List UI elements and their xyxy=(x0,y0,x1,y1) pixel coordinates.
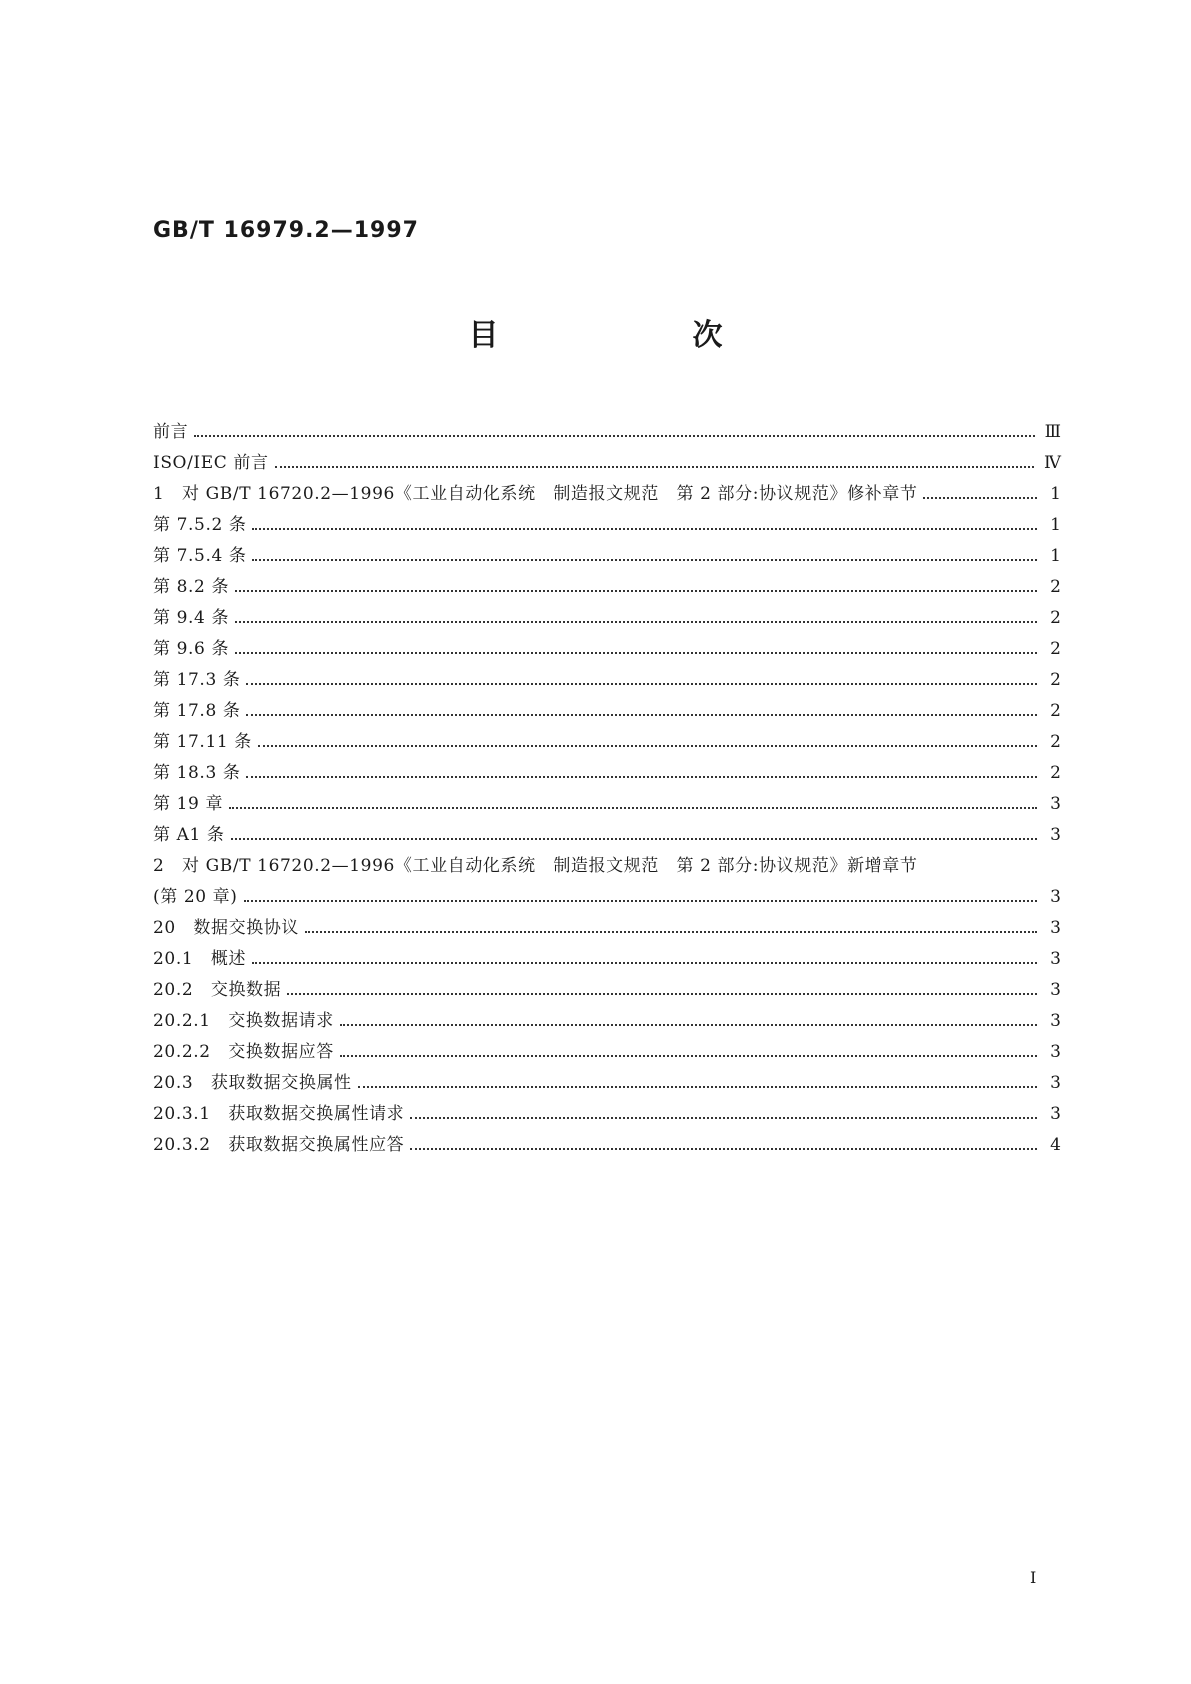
toc-entry-label: 第 18.3 条 xyxy=(153,763,241,783)
toc-entry-label: 前言 xyxy=(153,422,189,442)
toc-leader-dots xyxy=(194,420,1034,437)
toc-entry-page: 2 xyxy=(1050,608,1061,628)
toc-entry-label: 第 A1 条 xyxy=(153,825,225,845)
toc-leader-dots xyxy=(410,1133,1037,1150)
toc-leader-dots xyxy=(246,668,1037,685)
toc-entry-label: ISO/IEC 前言 xyxy=(153,453,269,473)
toc-leader-dots xyxy=(252,544,1037,561)
toc-entry[interactable] xyxy=(153,761,1061,792)
toc-entry-label: 20 数据交换协议 xyxy=(153,918,300,938)
toc-entry[interactable] xyxy=(153,606,1061,637)
toc-entry-label: 第 7.5.2 条 xyxy=(153,515,247,535)
toc-leader-dots xyxy=(340,1040,1037,1057)
toc-entry[interactable] xyxy=(153,978,1061,1009)
toc-title: 目 次 xyxy=(468,318,805,353)
toc-entry-page: 3 xyxy=(1050,918,1061,938)
toc-entry-page: 3 xyxy=(1050,887,1061,907)
toc-entry[interactable] xyxy=(153,513,1061,544)
toc-entry-page: 2 xyxy=(1050,763,1061,783)
toc-entry-label: 第 8.2 条 xyxy=(153,577,230,597)
toc-entry-label: 1 对 GB/T 16720.2—1996《工业自动化系统 制造报文规范 第 2 部分:协议规范》修补章节 xyxy=(153,484,918,504)
toc-leader-dots xyxy=(244,885,1037,902)
toc-entry[interactable] xyxy=(153,699,1061,730)
toc-entry-label: 第 9.4 条 xyxy=(153,608,230,628)
toc-entry[interactable] xyxy=(153,668,1061,699)
toc-entry-page: 3 xyxy=(1050,949,1061,969)
toc-leader-blank xyxy=(923,856,1037,871)
toc-entry-label: 第 19 章 xyxy=(153,794,224,814)
toc-entry[interactable] xyxy=(153,420,1061,451)
document-code: GB/T 16979.2—1997 xyxy=(153,218,419,243)
toc-list xyxy=(153,420,1061,1164)
toc-leader-dots xyxy=(287,978,1037,995)
toc-entry-page: 3 xyxy=(1050,825,1061,845)
toc-entry[interactable] xyxy=(153,730,1061,761)
toc-entry-page: 3 xyxy=(1050,1042,1061,1062)
toc-entry[interactable] xyxy=(153,947,1061,978)
toc-entry-page: 4 xyxy=(1050,1135,1061,1155)
toc-entry[interactable] xyxy=(153,1102,1061,1133)
page-number: I xyxy=(1030,1568,1037,1587)
toc-leader-dots xyxy=(252,513,1037,530)
toc-leader-dots xyxy=(258,730,1037,747)
toc-entry-page: 2 xyxy=(1050,670,1061,690)
toc-entry-page: 3 xyxy=(1050,1011,1061,1031)
toc-leader-dots xyxy=(229,792,1037,809)
toc-entry[interactable] xyxy=(153,575,1061,606)
toc-entry[interactable] xyxy=(153,482,1061,513)
toc-entry-page: Ⅳ xyxy=(1044,453,1061,473)
toc-entry[interactable] xyxy=(153,451,1061,482)
toc-leader-dots xyxy=(235,637,1037,654)
toc-entry[interactable] xyxy=(153,1040,1061,1071)
toc-entry-label: (第 20 章) xyxy=(153,887,238,907)
toc-entry-label: 第 17.3 条 xyxy=(153,670,241,690)
toc-entry-label: 20.3 获取数据交换属性 xyxy=(153,1073,352,1093)
toc-entry-page: 1 xyxy=(1050,515,1061,535)
toc-entry-page: 2 xyxy=(1050,577,1061,597)
toc-entry-page: 2 xyxy=(1050,701,1061,721)
toc-entry-page: 1 xyxy=(1050,484,1061,504)
toc-entry[interactable] xyxy=(153,854,1061,885)
toc-entry[interactable] xyxy=(153,1071,1061,1102)
toc-entry[interactable] xyxy=(153,1009,1061,1040)
toc-entry[interactable] xyxy=(153,1133,1061,1164)
toc-entry-label: 20.2.1 交换数据请求 xyxy=(153,1011,334,1031)
toc-leader-dots xyxy=(235,575,1037,592)
toc-entry-label: 20.3.2 获取数据交换属性应答 xyxy=(153,1135,405,1155)
toc-leader-dots xyxy=(231,823,1037,840)
toc-entry-page: 3 xyxy=(1050,980,1061,1000)
toc-leader-dots xyxy=(410,1102,1037,1119)
toc-entry[interactable] xyxy=(153,637,1061,668)
toc-leader-dots xyxy=(235,606,1037,623)
toc-entry-page: 3 xyxy=(1050,1104,1061,1124)
toc-entry-label: 第 17.11 条 xyxy=(153,732,252,752)
toc-entry-label: 第 9.6 条 xyxy=(153,639,230,659)
toc-entry-label: 第 17.8 条 xyxy=(153,701,241,721)
toc-leader-dots xyxy=(246,761,1037,778)
toc-leader-dots xyxy=(252,947,1037,964)
toc-entry-page: 2 xyxy=(1050,639,1061,659)
toc-entry-page: 3 xyxy=(1050,1073,1061,1093)
toc-leader-dots xyxy=(305,916,1037,933)
toc-leader-dots xyxy=(358,1071,1037,1088)
toc-entry[interactable] xyxy=(153,916,1061,947)
toc-leader-dots xyxy=(340,1009,1037,1026)
toc-entry[interactable] xyxy=(153,885,1061,916)
toc-leader-dots xyxy=(923,482,1037,499)
toc-entry-label: 20.3.1 获取数据交换属性请求 xyxy=(153,1104,405,1124)
toc-entry-label: 20.1 概述 xyxy=(153,949,247,969)
toc-leader-dots xyxy=(246,699,1037,716)
toc-entry-label: 第 7.5.4 条 xyxy=(153,546,247,566)
toc-entry-label: 20.2 交换数据 xyxy=(153,980,282,1000)
toc-entry-page: 3 xyxy=(1050,794,1061,814)
toc-entry-page: Ⅲ xyxy=(1044,422,1061,442)
toc-entry[interactable] xyxy=(153,544,1061,575)
toc-entry-label: 20.2.2 交换数据应答 xyxy=(153,1042,334,1062)
toc-entry-page: 1 xyxy=(1050,546,1061,566)
toc-entry[interactable] xyxy=(153,823,1061,854)
toc-entry[interactable] xyxy=(153,792,1061,823)
toc-entry-page: 2 xyxy=(1050,732,1061,752)
toc-entry-label: 2 对 GB/T 16720.2—1996《工业自动化系统 制造报文规范 第 2 部分:协议规范》新增章节 xyxy=(153,856,918,876)
toc-leader-dots xyxy=(275,451,1034,468)
